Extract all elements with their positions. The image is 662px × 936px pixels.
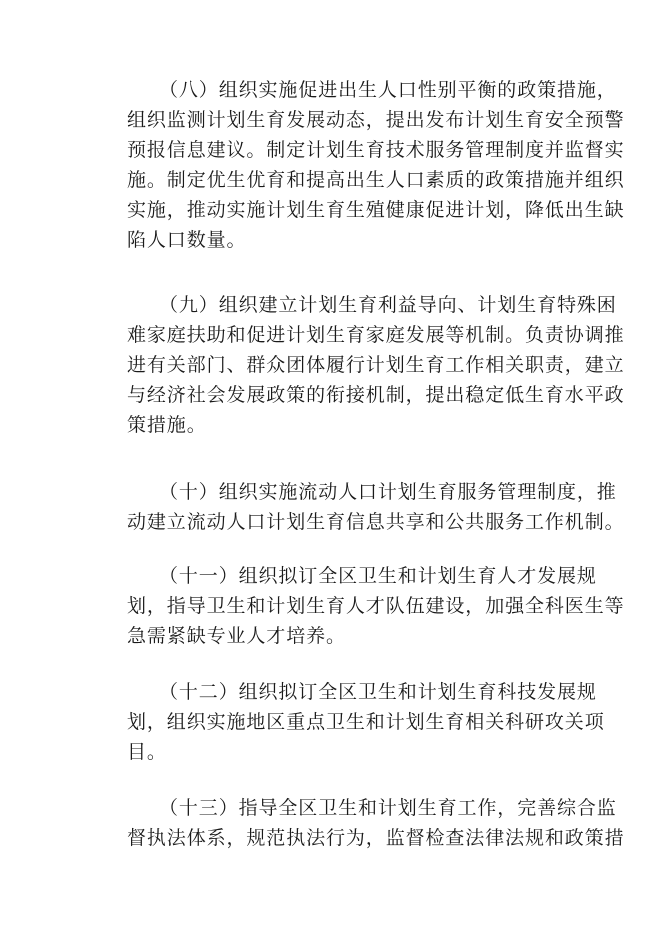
paragraph-line: （十三）指导全区卫生和计划生育工作，完善综合监 xyxy=(159,797,617,819)
paragraph-line: （八）组织实施促进出生人口性别平衡的政策措施， xyxy=(159,79,617,101)
paragraph-line: （十一）组织拟订全区卫生和计划生育人才发展规 xyxy=(159,565,597,587)
paragraph-line: 进有关部门、群众团体履行计划生育工作相关职责，建立 xyxy=(127,354,625,376)
paragraph-line: 施。制定优生优育和提高出生人口素质的政策措施并组织 xyxy=(127,169,625,191)
paragraph-8 xyxy=(127,75,625,255)
paragraph-13 xyxy=(127,793,625,853)
paragraph-line: 难家庭扶助和促进计划生育家庭发展等机制。负责协调推 xyxy=(127,324,625,346)
paragraph-line: 划，指导卫生和计划生育人才队伍建设，加强全科医生等 xyxy=(127,595,625,617)
paragraph-line: 动建立流动人口计划生育信息共享和公共服务工作机制。 xyxy=(127,511,625,533)
paragraph-line: （九）组织建立计划生育利益导向、计划生育特殊困 xyxy=(159,294,617,316)
paragraph-line: 策措施。 xyxy=(127,414,207,436)
paragraph-line: 划，组织实施地区重点卫生和计划生育相关科研攻关项 xyxy=(127,711,605,733)
paragraph-12 xyxy=(127,677,605,767)
paragraph-11 xyxy=(127,561,625,651)
paragraph-line: （十二）组织拟订全区卫生和计划生育科技发展规 xyxy=(159,681,597,703)
paragraph-line: 目。 xyxy=(127,741,167,763)
paragraph-line: 督执法体系，规范执法行为，监督检查法律法规和政策措 xyxy=(127,827,625,849)
paragraph-line: 实施，推动实施计划生育生殖健康促进计划，降低出生缺 xyxy=(127,199,625,221)
paragraph-10 xyxy=(127,477,625,537)
paragraph-9 xyxy=(127,290,625,440)
paragraph-line: 与经济社会发展政策的衔接机制，提出稳定低生育水平政 xyxy=(127,384,625,406)
paragraph-line: 急需紧缺专业人才培养。 xyxy=(127,625,346,647)
paragraph-line: （十）组织实施流动人口计划生育服务管理制度，推 xyxy=(159,481,617,503)
paragraph-line: 陷人口数量。 xyxy=(127,229,247,251)
paragraph-line: 组织监测计划生育发展动态，提出发布计划生育安全预警 xyxy=(127,109,625,131)
paragraph-line: 预报信息建议。制定计划生育技术服务管理制度并监督实 xyxy=(127,139,625,161)
